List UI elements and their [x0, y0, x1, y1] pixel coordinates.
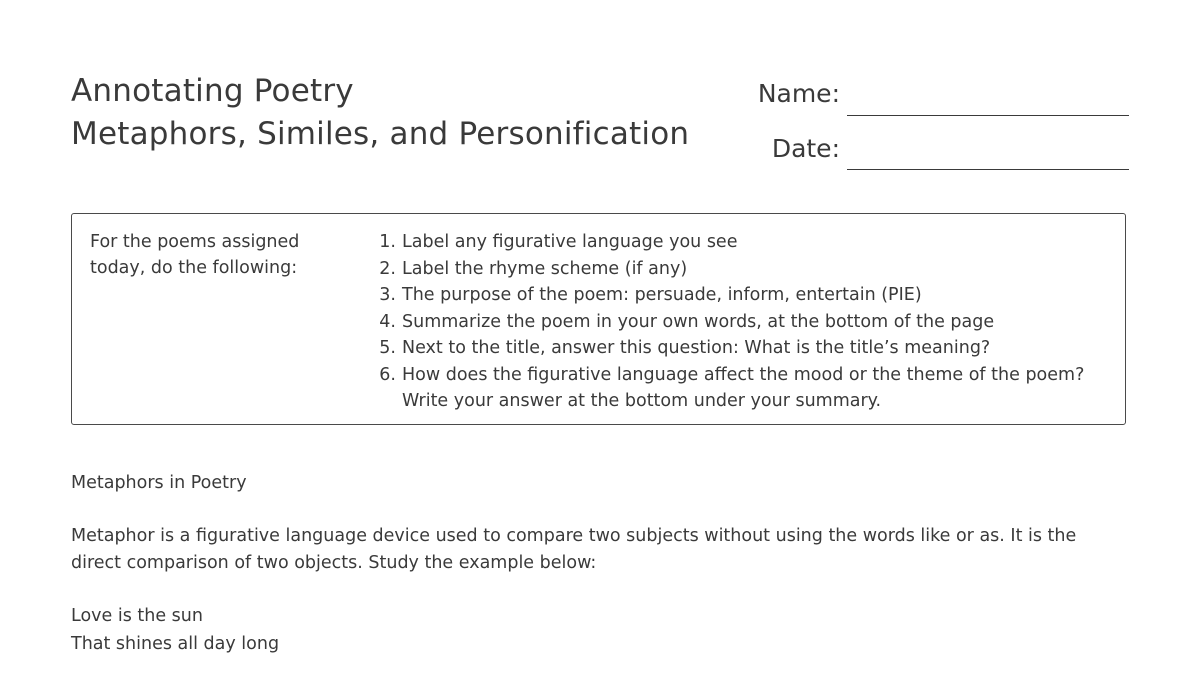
- step-text: The purpose of the poem: persuade, inform, entertain (PIE): [402, 285, 922, 305]
- instructions-box: [71, 213, 1126, 425]
- instructions-intro: For the poems assigned today, do the following:: [90, 232, 300, 278]
- instruction-step: [379, 256, 1117, 283]
- example-poem-line: Love is the sun: [71, 606, 203, 626]
- step-number: 3.: [379, 285, 396, 305]
- example-poem-line: That shines all day long: [71, 634, 280, 654]
- metaphor-definition-paragraph: Metaphor is a figurative language device used to compare two subjects without using the words like or as. It is the direct comparison of two objects. Study the example below:: [71, 526, 1077, 573]
- worksheet-subtitle: Metaphors, Similes, and Personification: [71, 116, 690, 152]
- step-number: 4.: [379, 311, 396, 332]
- date-blank-line[interactable]: [847, 169, 1129, 170]
- name-label: Name:: [757, 79, 840, 108]
- instruction-step: [379, 282, 1117, 309]
- step-number: 6.: [379, 364, 396, 385]
- section-heading: Metaphors in Poetry: [71, 473, 247, 493]
- step-text: How does the figurative language affect the mood or the theme of the poem? Write your answer at the bottom under your summary.: [402, 364, 1085, 411]
- step-text: Label the rhyme scheme (if any): [402, 258, 688, 279]
- step-number: 2.: [379, 258, 396, 279]
- date-label: Date:: [771, 134, 840, 163]
- step-number: 5.: [379, 338, 396, 358]
- worksheet-title: Annotating Poetry: [71, 73, 354, 109]
- step-text: Label any figurative language you see: [402, 232, 738, 252]
- instruction-step: [379, 335, 1117, 362]
- instruction-step: [379, 309, 1117, 336]
- step-number: 1.: [379, 232, 396, 252]
- instruction-step: [379, 362, 1117, 415]
- name-blank-line[interactable]: [847, 115, 1129, 116]
- step-text: Next to the title, answer this question: What is the title’s meaning?: [402, 338, 991, 358]
- instructions-list: [379, 229, 1117, 415]
- step-text: Summarize the poem in your own words, at the bottom of the page: [402, 311, 995, 332]
- instruction-step: [379, 229, 1117, 256]
